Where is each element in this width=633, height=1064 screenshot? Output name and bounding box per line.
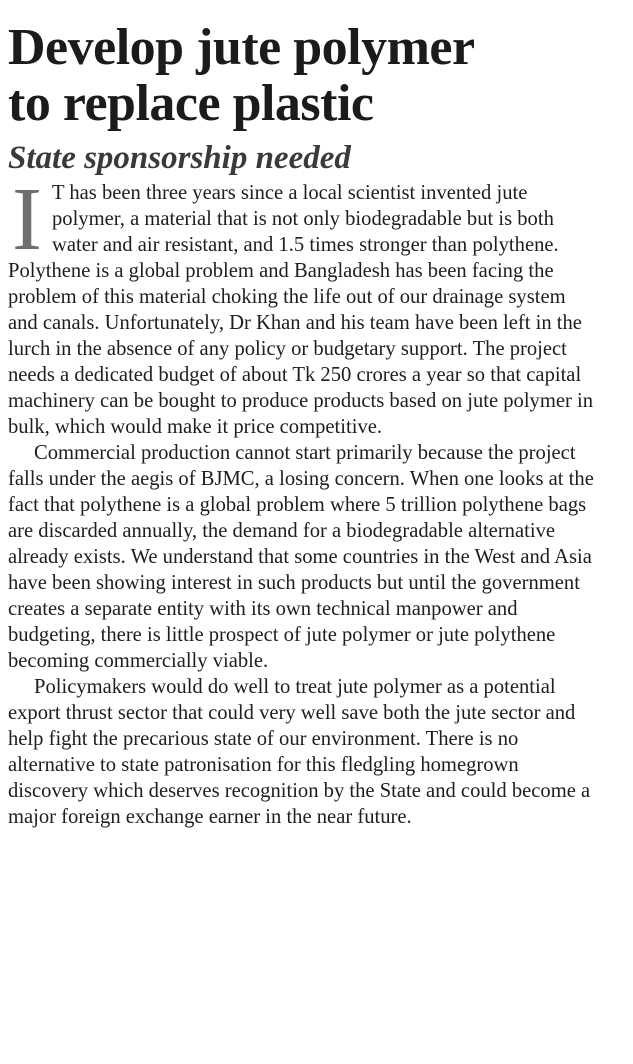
drop-cap: I <box>12 170 42 269</box>
editorial-article <box>8 20 598 830</box>
headline-line-1: Develop jute polymer <box>8 19 475 76</box>
paragraph-1 <box>8 170 598 440</box>
paragraph-3: Policymakers would do well to treat jute polymer as a potential export thrust sector that could very well save both the jute sector and help fight the precarious state of our environment. There is no alternative to state patronisation for this fledgling homegrown discovery which deserves recognition by the State and could become a major foreign exchange earner in the near future. <box>8 676 591 828</box>
article-body <box>8 170 598 830</box>
headline-line-2: to replace plastic <box>8 75 374 132</box>
paragraph-2: Commercial production cannot start primarily because the project falls under the aegis of BJMC, a losing concern. When one looks at the fact that polythene is a global problem where 5 trillion polythene bags are discarded annually, the demand for a biodegradable alternative already exists. We understand that some countries in the West and Asia have been showing interest in such products but until the government creates a separate entity with its own technical manpower and budgeting, there is little prospect of jute polymer or jute polythene becoming commercially viable. <box>8 442 594 672</box>
subheadline: State sponsorship needed <box>8 140 351 176</box>
headline <box>8 20 598 132</box>
paragraph-1-text: T has been three years since a local scientist invented jute polymer, a material that is not only biodegradable but is both water and air resistant, and 1.5 times stronger than polythene. Polythene is a global problem and Bangladesh has been facing the problem of this material choking the life out of our drainage system and canals. Unfortunately, Dr Khan and his team have been left in the lurch in the absence of any policy or budgetary support. The project needs a dedicated budget of about Tk 250 crores a year so that capital machinery can be bought to produce products based on jute polymer in bulk, which would make it price competitive. <box>8 182 594 438</box>
